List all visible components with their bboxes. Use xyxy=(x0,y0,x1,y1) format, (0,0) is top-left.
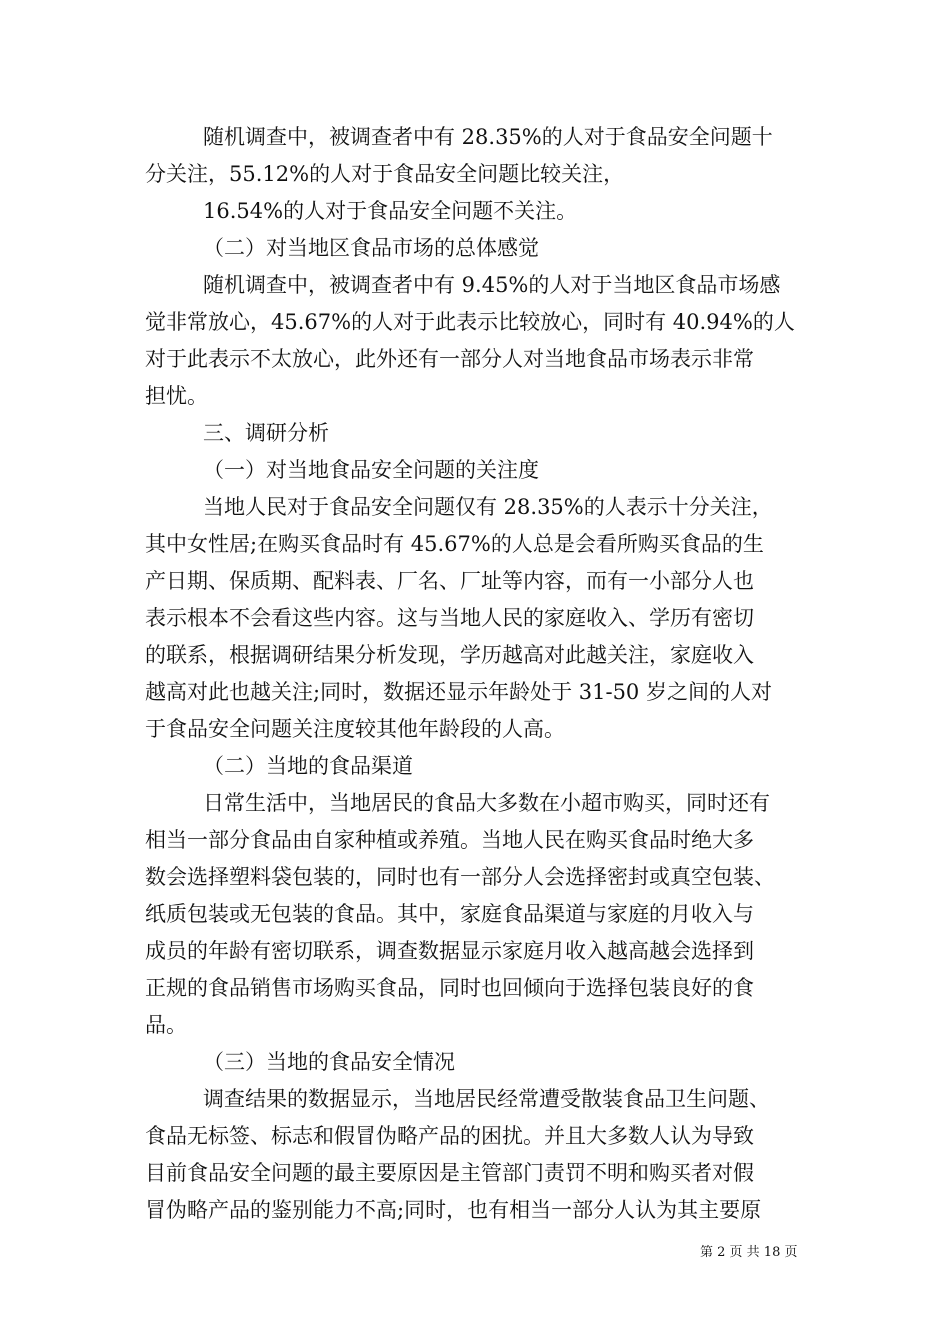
text-line-15: 的联系，根据调研结果分析发现，学历越高对此越关注，家庭收入 xyxy=(145,643,754,667)
text-line-29: 目前食品安全问题的最主要原因是主管部门责罚不明和购买者对假 xyxy=(145,1161,754,1185)
text-line-30: 冒伪略产品的鉴别能力不高;同时，也有相当一部分人认为其主要原 xyxy=(145,1198,762,1222)
text-line-5: 随机调查中，被调查者中有 9.45%的人对于当地区食品市场感 xyxy=(203,273,781,297)
text-line-6: 觉非常放心，45.67%的人对于此表示比较放心，同时有 40.94%的人 xyxy=(145,310,795,334)
text-line-27: 调查结果的数据显示，当地居民经常遭受散装食品卫生问题、 xyxy=(203,1087,770,1111)
text-line-3: 16.54%的人对于食品安全问题不关注。 xyxy=(203,199,578,223)
text-line-24: 正规的食品销售市场购买食品，同时也回倾向于选择包装良好的食 xyxy=(145,976,754,1000)
text-line-16: 越高对此也越关注;同时，数据还显示年龄处于 31-50 岁之间的人对 xyxy=(145,680,772,704)
text-line-21: 数会选择塑料袋包装的，同时也有一部分人会选择密封或真空包装、 xyxy=(145,865,775,889)
text-line-28: 食品无标签、标志和假冒伪略产品的困扰。并且大多数人认为导致 xyxy=(145,1124,754,1148)
text-line-12: 其中女性居;在购买食品时有 45.67%的人总是会看所购买食品的生 xyxy=(145,532,764,556)
text-line-1: 随机调查中，被调查者中有 28.35%的人对于食品安全问题十 xyxy=(203,125,773,149)
text-line-20: 相当一部分食品由自家种植或养殖。当地人民在购买食品时绝大多 xyxy=(145,828,754,852)
text-line-22: 纸质包装或无包装的食品。其中，家庭食品渠道与家庭的月收入与 xyxy=(145,902,754,926)
text-line-2: 分关注，55.12%的人对于食品安全问题比较关注， xyxy=(145,162,625,186)
text-line-23: 成员的年龄有密切联系，调查数据显示家庭月收入越高越会选择到 xyxy=(145,939,754,963)
page-number-footer: 第 2 页 共 18 页 xyxy=(700,1245,798,1260)
section-heading-analysis: 三、调研分析 xyxy=(203,421,329,445)
section-heading-attention: （一）对当地食品安全问题的关注度 xyxy=(203,458,539,482)
section-heading-channels: （二）当地的食品渠道 xyxy=(203,754,413,778)
text-line-14: 表示根本不会看这些内容。这与当地人民的家庭收入、学历有密切 xyxy=(145,606,754,630)
text-line-8: 担忧。 xyxy=(145,384,208,408)
text-line-11: 当地人民对于食品安全问题仅有 28.35%的人表示十分关注， xyxy=(203,495,773,519)
text-line-25: 品。 xyxy=(145,1013,187,1037)
text-line-17: 于食品安全问题关注度较其他年龄段的人高。 xyxy=(145,717,565,741)
text-line-7: 对于此表示不太放心，此外还有一部分人对当地食品市场表示非常 xyxy=(145,347,754,371)
text-line-19: 日常生活中，当地居民的食品大多数在小超市购买，同时还有 xyxy=(203,791,770,815)
section-heading-market-feeling: （二）对当地区食品市场的总体感觉 xyxy=(203,236,539,260)
section-heading-safety-situation: （三）当地的食品安全情况 xyxy=(203,1050,455,1074)
text-line-13: 产日期、保质期、配料表、厂名、厂址等内容，而有一小部分人也 xyxy=(145,569,754,593)
